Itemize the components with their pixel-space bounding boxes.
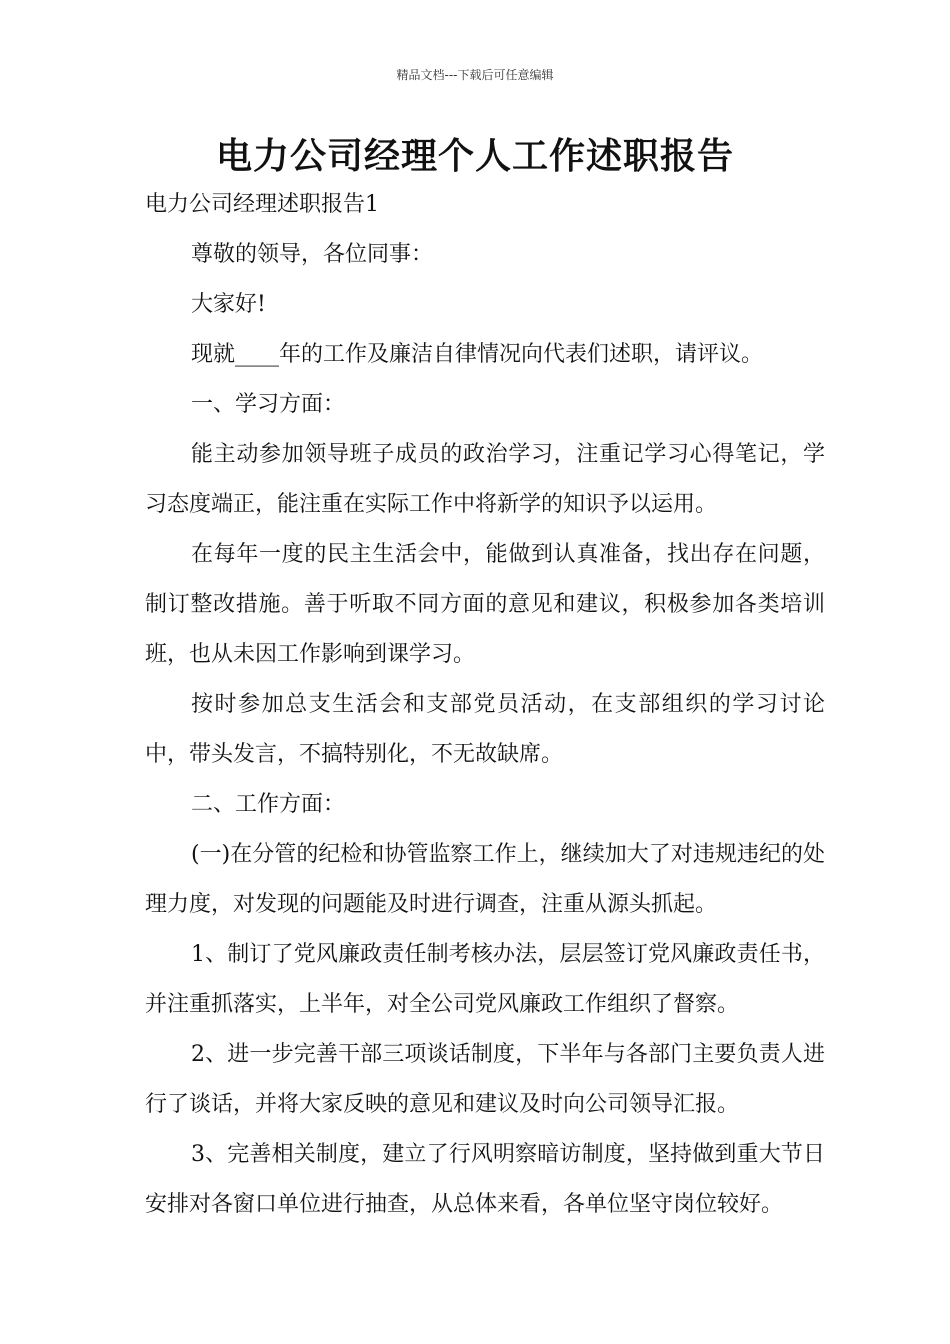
document-body	[145, 180, 825, 1230]
list-item: 2、进一步完善干部三项谈话制度，下半年与各部门主要负责人进行了谈话，并将大家反映的意见和建议及时向公司领导汇报。	[145, 1042, 825, 1117]
document-title: 电力公司经理个人工作述职报告	[215, 136, 734, 177]
list-item: 1、制订了党风廉政责任制考核办法，层层签订党风廉政责任书，并注重抓落实，上半年，对全公司党风廉政工作组织了督察。	[145, 942, 825, 1017]
page-header: 精品文档---下载后可任意编辑	[396, 68, 554, 82]
paragraph: 现就____年的工作及廉洁自律情况向代表们述职，请评议。	[191, 342, 764, 367]
section-heading-work: 二、工作方面：	[191, 792, 346, 817]
list-item: 3、完善相关制度，建立了行风明察暗访制度，坚持做到重大节日安排对各窗口单位进行抽查，从总体来看，各单位坚守岗位较好。	[145, 1142, 825, 1217]
paragraph: 按时参加总支生活会和支部党员活动，在支部组织的学习讨论中，带头发言，不搞特别化，不无故缺席。	[145, 692, 825, 767]
section-subtitle: 电力公司经理述职报告1	[145, 192, 379, 217]
paragraph: 能主动参加领导班子成员的政治学习，注重记学习心得笔记，学习态度端正，能注重在实际工作中将新学的知识予以运用。	[145, 442, 825, 517]
greeting: 大家好!	[191, 292, 266, 317]
salutation: 尊敬的领导，各位同事：	[191, 242, 434, 267]
section-heading-study: 一、学习方面：	[191, 392, 346, 417]
paragraph: 在每年一度的民主生活会中，能做到认真准备，找出存在问题，制订整改措施。善于听取不同方面的意见和建议，积极参加各类培训班，也从未因工作影响到课学习。	[145, 542, 825, 667]
paragraph: (一)在分管的纪检和协管监察工作上，继续加大了对违规违纪的处理力度，对发现的问题能及时进行调查，注重从源头抓起。	[145, 842, 825, 917]
